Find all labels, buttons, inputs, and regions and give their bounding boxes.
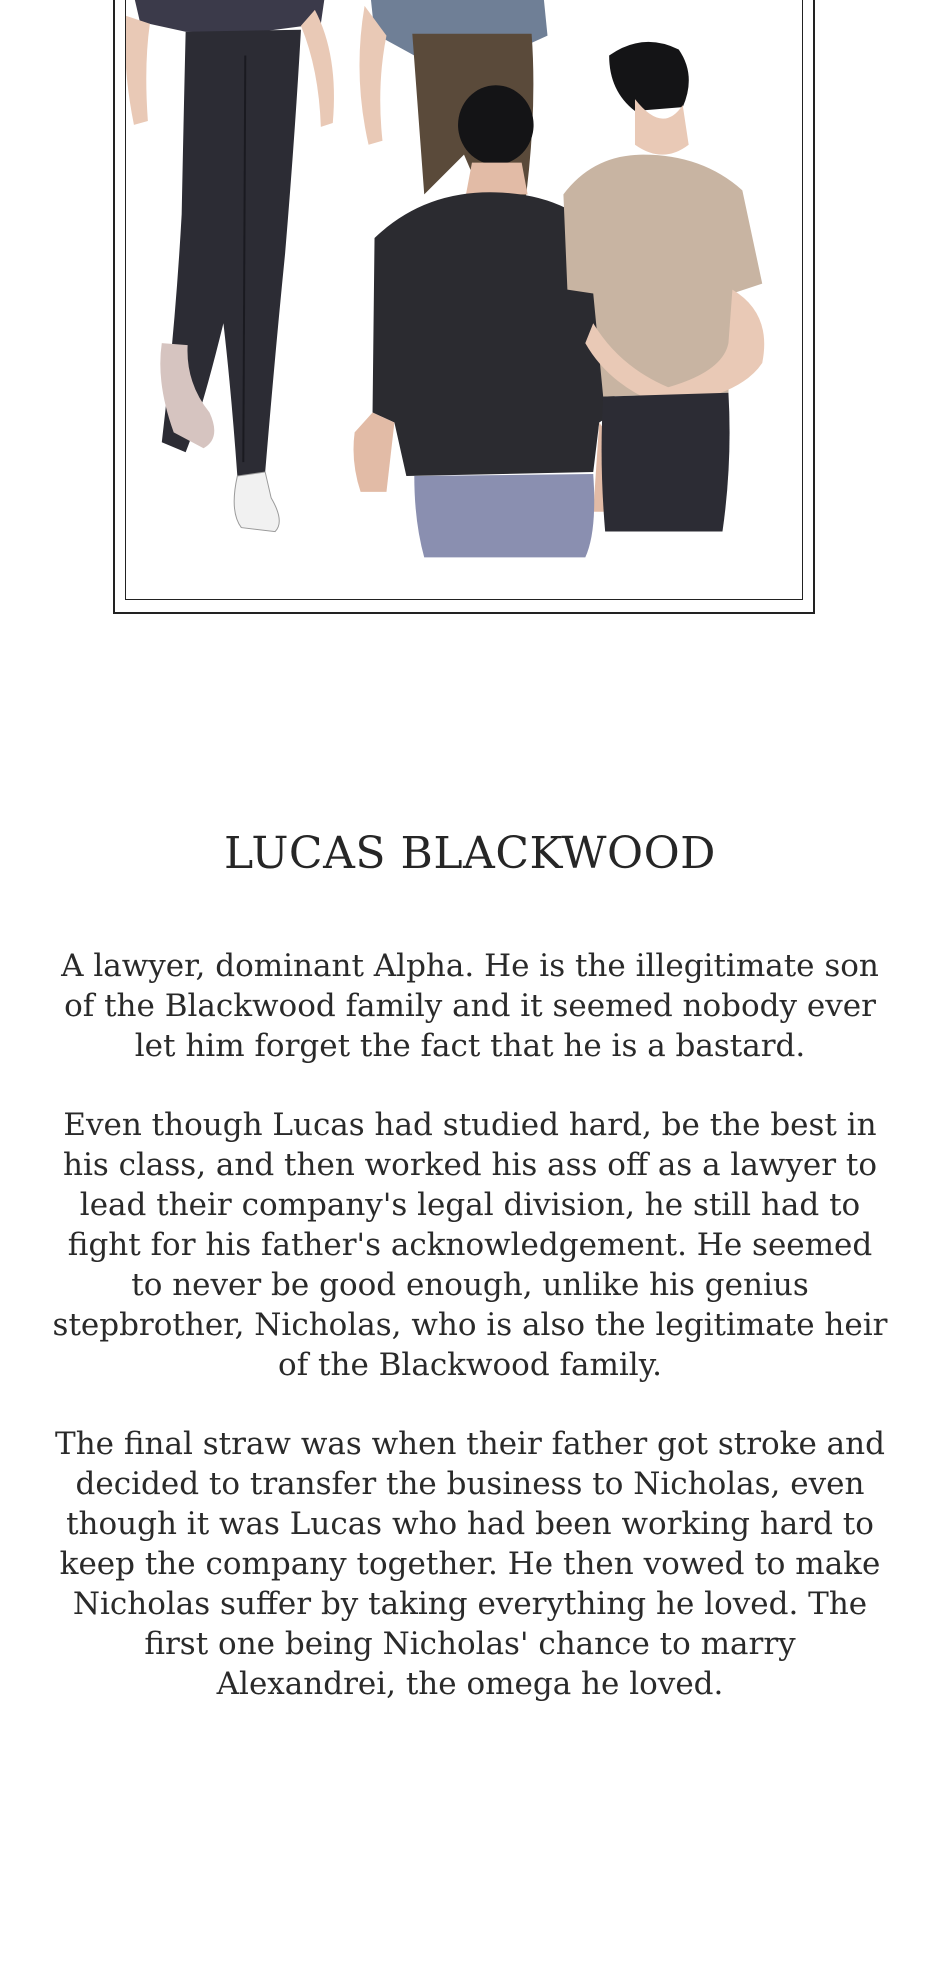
bio-paragraph-background: Even though Lucas had studied hard, be the best in his class, and then worked his ass off as a lawyer to lead their company's legal division, he still had to fight for his father's acknowledgement. He seemed to never be good enough, unlike his genius stepbrother, Nicholas, who is also the legitimate heir of the Blackwood family. [52, 1107, 888, 1383]
character-bio [50, 946, 890, 1743]
character-illustration-frame [113, 0, 815, 614]
bio-paragraph-motivation: The final straw was when their father got stroke and decided to transfer the business to Nicholas, even though it was Lucas who had been working hard to keep the company together. He then vowed to make Nicholas suffer by taking everything he loved. The first one being Nicholas' chance to marry Alexandrei, the omega he loved. [55, 1426, 885, 1702]
character-artwork-illustration [125, 0, 803, 600]
character-artwork-icon [126, 0, 802, 599]
character-name-heading: LUCAS BLACKWOOD [224, 828, 716, 879]
bio-paragraph-intro: A lawyer, dominant Alpha. He is the illegitimate son of the Blackwood family and it seemed nobody ever let him forget the fact that he is a bastard. [61, 948, 879, 1064]
